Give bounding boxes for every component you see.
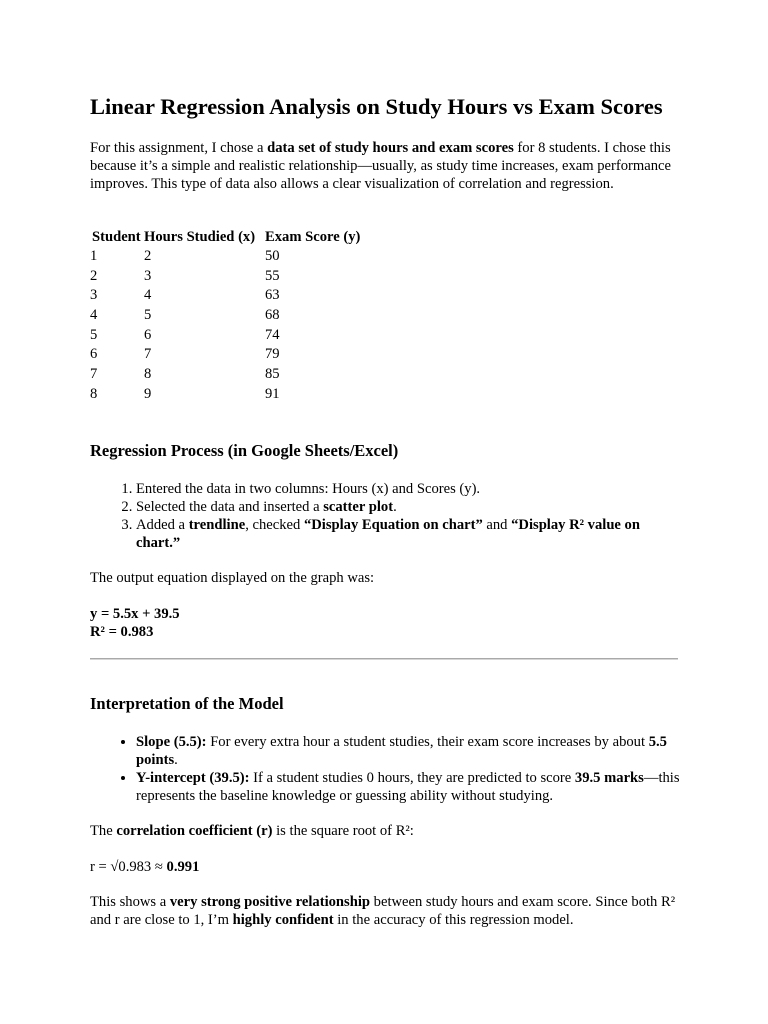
cell-student: 5 (90, 326, 98, 343)
corr-text: The (90, 823, 117, 839)
output-text: The output equation displayed on the graph was: (90, 570, 375, 586)
intercept-text-2: —this represents the baseline knowledge or guessing ability without studying. (136, 770, 680, 804)
list-item (136, 498, 680, 516)
table-row (90, 366, 360, 386)
header-score: Exam Score (y) (265, 229, 361, 245)
table-row (90, 248, 360, 268)
cell-hours: 6 (144, 326, 152, 343)
cell-hours: 9 (144, 385, 152, 402)
cell-student: 7 (90, 366, 98, 383)
cell-student: 8 (90, 385, 98, 402)
r-text: r = √0.983 ≈ (90, 859, 167, 875)
table-row (90, 386, 360, 406)
concl-text: This shows a (90, 894, 170, 910)
interpretation-heading: Interpretation of the Model (90, 694, 284, 713)
cell-score: 85 (265, 366, 280, 383)
cell-hours: 3 (144, 267, 152, 284)
r-value-paragraph (90, 858, 199, 876)
table-row (90, 268, 360, 288)
header-student: Student (92, 229, 141, 245)
concl-text-2: between study hours and exam score. Since both R² and r are close to 1, I’m (90, 894, 676, 928)
list-item (136, 516, 680, 552)
cell-hours: 8 (144, 366, 152, 383)
corr-text-2: is the square root of R²: (272, 823, 414, 839)
cell-score: 74 (265, 326, 280, 343)
cell-student: 1 (90, 248, 98, 264)
equation-text (90, 605, 180, 623)
step-bold: scatter plot (323, 499, 394, 515)
cell-score: 79 (265, 346, 280, 363)
step-bold: trendline (188, 517, 246, 533)
concl-text-3: in the accuracy of this regression model. (333, 912, 574, 928)
regression-heading: Regression Process (in Google Sheets/Excel) (90, 441, 399, 460)
table-row (90, 307, 360, 327)
r-bold: 0.991 (166, 859, 200, 875)
cell-student: 2 (90, 267, 98, 284)
corr-bold: correlation coefficient (r) (116, 823, 273, 839)
cell-score: 91 (265, 385, 280, 402)
step-text: Entered the data in two columns: Hours (x) and Scores (y). (136, 481, 481, 497)
cell-score: 55 (265, 267, 280, 284)
intercept-text: If a student studies 0 hours, they are predicted to score (249, 770, 575, 786)
horizontal-divider (90, 658, 678, 660)
cell-student: 4 (90, 307, 98, 324)
table-row (90, 327, 360, 347)
step-text: Selected the data and inserted a (136, 499, 324, 515)
table-row (90, 346, 360, 366)
slope-text-2: . (174, 752, 178, 768)
concl-bold-2: highly confident (232, 912, 334, 928)
header-hours: Hours Studied (x) (144, 229, 256, 245)
step-bold: “Display R² value on chart.” (136, 517, 640, 551)
equation: y = 5.5x + 39.5 (90, 606, 180, 622)
step-text: and (482, 517, 512, 533)
table-header-row (90, 229, 360, 248)
data-table (90, 229, 360, 406)
document-title: Linear Regression Analysis on Study Hours vs Exam Scores (90, 94, 663, 119)
correlation-paragraph (90, 822, 414, 840)
cell-hours: 7 (144, 346, 152, 363)
step-text: . (393, 499, 397, 515)
intro-bold: data set of study hours and exam scores (267, 140, 514, 156)
interpretation-list (90, 733, 680, 805)
cell-score: 68 (265, 307, 280, 324)
intro-paragraph (90, 139, 680, 193)
cell-score: 50 (265, 248, 280, 264)
intro-text-2: for 8 students. I chose this because it’s a simple and realistic relationship—usually, as study time increases, exam performance improves. This type of data also allows a clear visualization of correlation and regression. (90, 140, 671, 192)
step-text: , checked (245, 517, 304, 533)
slope-label: Slope (5.5): (136, 734, 207, 750)
list-item (136, 769, 680, 805)
intro-text: For this assignment, I chose a (90, 140, 268, 156)
cell-student: 3 (90, 287, 98, 304)
list-item (136, 733, 680, 769)
table-row (90, 287, 360, 307)
cell-score: 63 (265, 287, 280, 304)
slope-bold: 5.5 points (136, 734, 667, 768)
list-item (136, 480, 680, 498)
intercept-label: Y-intercept (39.5): (136, 770, 250, 786)
cell-student: 6 (90, 346, 98, 363)
concl-bold: very strong positive relationship (169, 894, 371, 910)
slope-text: For every extra hour a student studies, their exam score increases by about (206, 734, 649, 750)
step-bold: “Display Equation on chart” (303, 517, 483, 533)
conclusion-paragraph (90, 893, 680, 929)
regression-steps-list (90, 480, 680, 552)
cell-hours: 2 (144, 248, 152, 264)
cell-hours: 4 (144, 287, 152, 304)
intercept-bold: 39.5 marks (574, 770, 644, 786)
cell-hours: 5 (144, 307, 152, 324)
r-squared-text (90, 623, 153, 641)
r-squared: R² = 0.983 (90, 624, 154, 640)
step-text: Added a (136, 517, 189, 533)
